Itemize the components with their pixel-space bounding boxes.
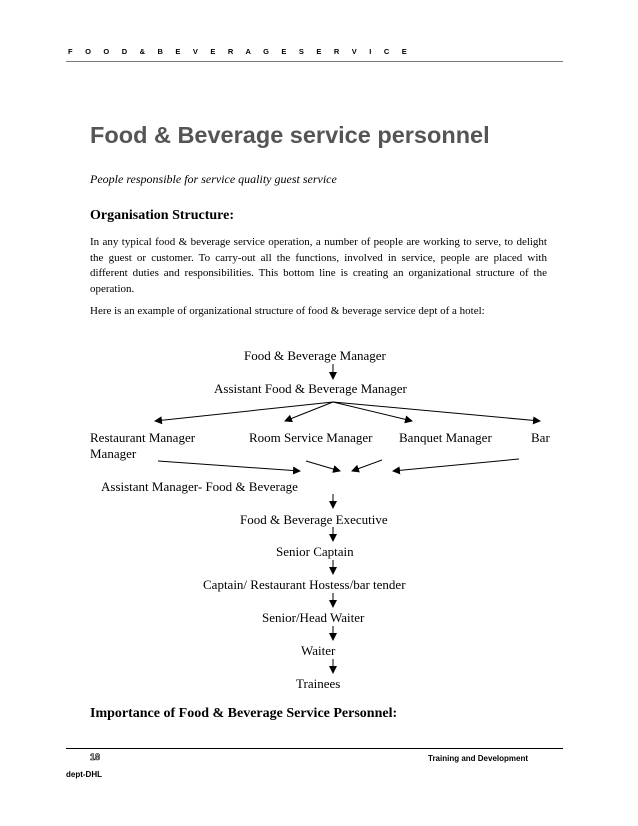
page-title: Food & Beverage service personnel <box>90 122 490 148</box>
org-node-senior-head-waiter: Senior/Head Waiter <box>262 610 365 625</box>
footer-dept: dept-DHL <box>66 770 102 779</box>
org-node-captain: Captain/ Restaurant Hostess/bar tender <box>203 577 406 592</box>
arrow-banquet-to-converge <box>352 460 382 471</box>
importance-heading: Importance of Food & Beverage Service Personnel: <box>90 706 398 721</box>
arrow-restaurant-to-converge <box>158 461 300 471</box>
footer-rule <box>66 748 563 749</box>
arrow-assistant-to-banquet <box>333 402 412 421</box>
org-node-banquet-manager: Banquet Manager <box>399 430 492 445</box>
arrow-bar-to-converge <box>393 459 519 471</box>
org-node-room-service-manager: Room Service Manager <box>249 430 373 445</box>
arrow-assistant-to-restaurant <box>155 402 333 421</box>
org-node-restaurant-manager-cont: Manager <box>90 446 137 461</box>
org-node-trainees: Trainees <box>296 676 341 691</box>
footer-training: Training and Development <box>428 754 529 763</box>
running-head: F O O D & B E V E R A G E S E R V I C E <box>68 47 412 56</box>
org-node-bar: Bar <box>531 430 550 445</box>
org-node-fb-executive: Food & Beverage Executive <box>240 512 388 527</box>
org-node-waiter: Waiter <box>301 643 336 658</box>
org-node-assistant-manager-fb: Assistant Manager- Food & Beverage <box>101 479 298 494</box>
arrow-assistant-to-bar <box>333 402 540 421</box>
org-node-assistant-fb-manager: Assistant Food & Beverage Manager <box>214 381 407 396</box>
page-number: 18 <box>90 752 101 762</box>
org-node-fb-manager: Food & Beverage Manager <box>244 348 386 363</box>
arrow-room-service-to-converge <box>306 461 340 471</box>
org-node-restaurant-manager: Restaurant Manager <box>90 430 196 445</box>
paragraph-intro: In any typical food & beverage service operation, a number of people are working to serve, to delight the guest or customer. To carry-out all the functions, involved in service, people are placed with different duties and responsibilities. This bottom line is creating an organizational structure of the operation. <box>90 236 547 295</box>
subtitle: People responsible for service quality guest service <box>90 172 337 186</box>
paragraph-example: Here is an example of organizational structure of food & beverage service dept of a hotel: <box>90 305 485 317</box>
org-node-senior-captain: Senior Captain <box>276 544 354 559</box>
section-heading: Organisation Structure: <box>90 208 235 223</box>
